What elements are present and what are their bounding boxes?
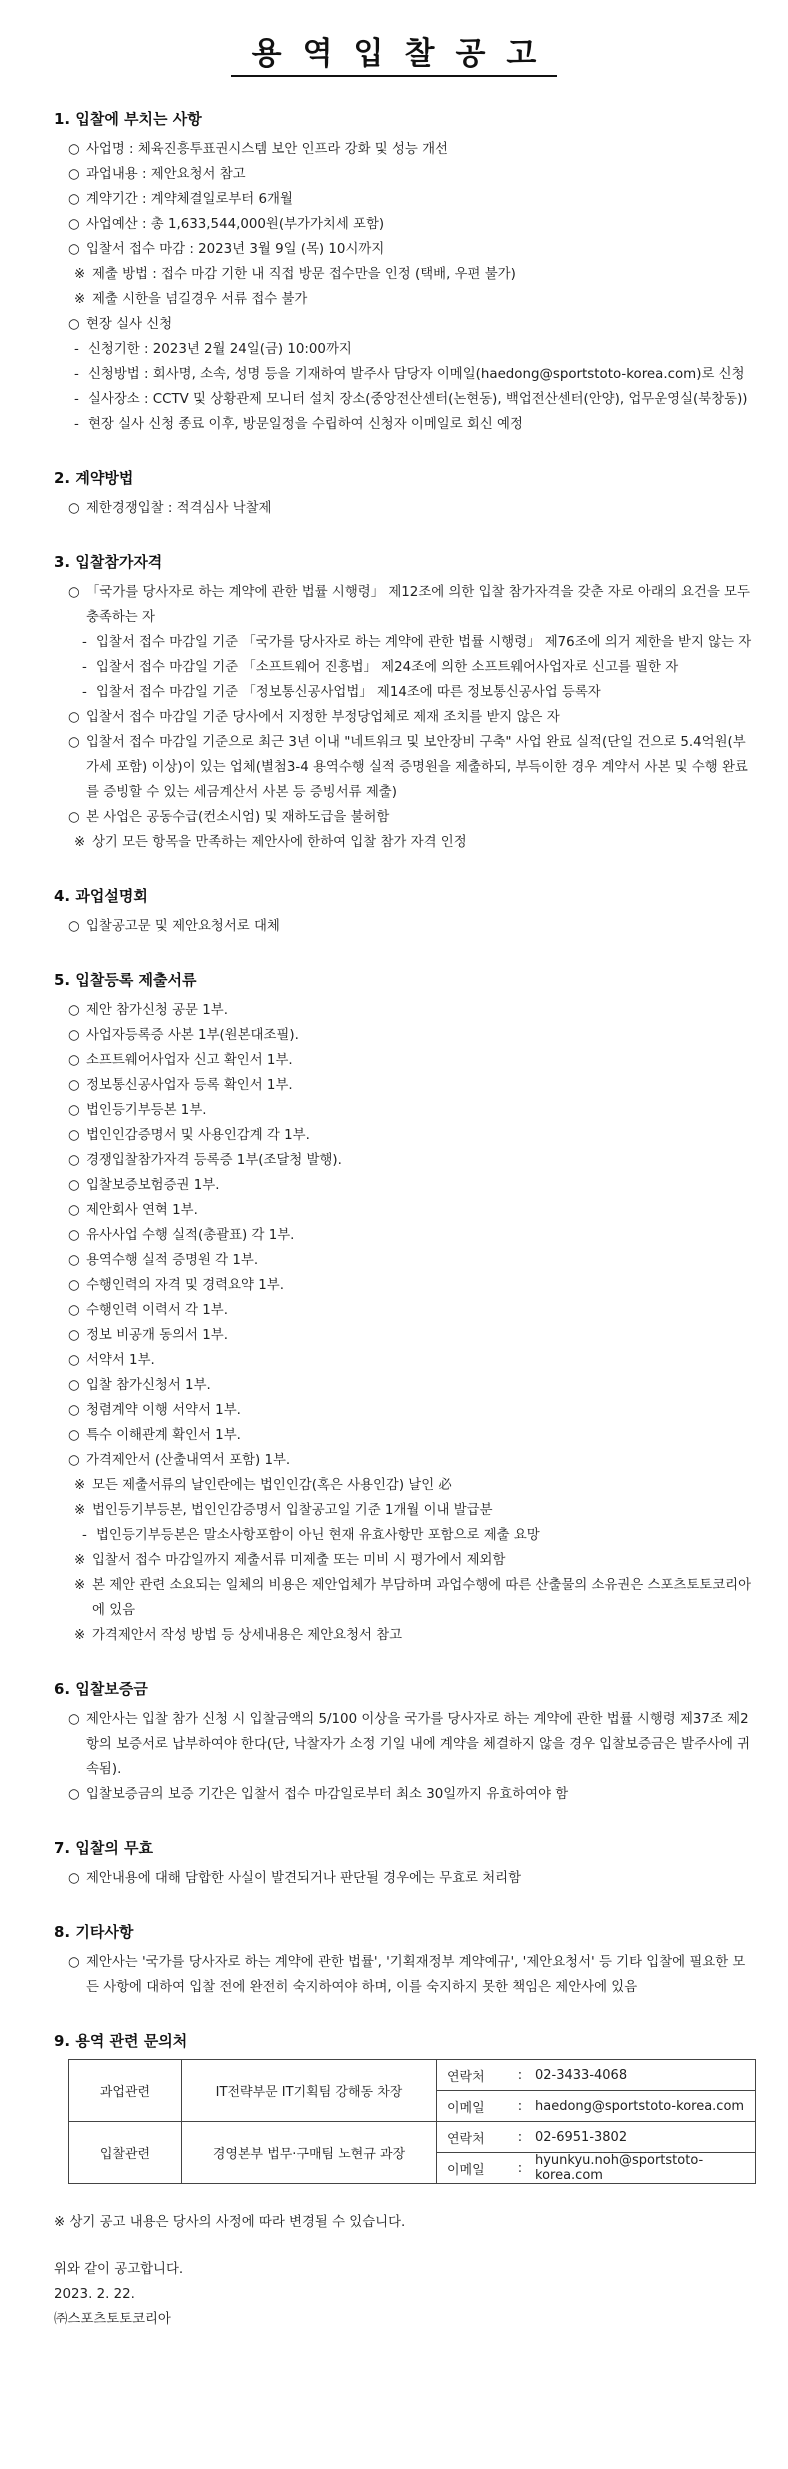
item-text: 입찰공고문 및 제안요청서로 대체 (86, 919, 280, 934)
contact-category: 과업관련 (69, 2060, 182, 2122)
list-item (54, 412, 754, 437)
contact-phone: 02-6951-3802 (525, 2122, 756, 2153)
bullet-marker: ○ (68, 1103, 80, 1118)
note-marker: ※ (74, 1553, 86, 1568)
item-text: 현장 실사 신청 종료 이후, 방문일정을 수립하여 신청자 이메일로 회신 예정 (88, 417, 523, 432)
list-item (54, 1248, 754, 1273)
contact-email-label: 이메일 (437, 2153, 516, 2184)
item-text: 법인인감증명서 및 사용인감계 각 1부. (86, 1128, 310, 1143)
item-text: 입찰보증금의 보증 기간은 입찰서 접수 마감일로부터 최소 30일까지 유효하여야 함 (86, 1787, 569, 1802)
announcement-date: 2023. 2. 22. (54, 2287, 135, 2302)
item-text: 법인등기부등본 1부. (86, 1103, 207, 1118)
dash-marker: - (82, 635, 87, 650)
bullet-marker: ○ (68, 1378, 80, 1393)
bullet-marker: ○ (68, 1955, 80, 1970)
contact-email-link[interactable]: haedong@sportstoto-korea.com (525, 2091, 756, 2122)
section (54, 969, 754, 1678)
bullet-marker: ○ (68, 1203, 80, 1218)
item-text: 사업명 : 체육진흥투표권시스템 보안 인프라 강화 및 성능 개선 (86, 142, 448, 157)
list-item (54, 1298, 754, 1323)
item-text: 입찰서 접수 마감 : 2023년 3월 9일 (목) 10시까지 (86, 242, 385, 257)
closing-statement: 위와 같이 공고합니다. (54, 2262, 184, 2277)
list-item (54, 1623, 754, 1648)
section-title: 9. 용역 관련 문의처 (54, 2032, 188, 2050)
change-notice: ※ 상기 공고 내용은 당사의 사정에 따라 변경될 수 있습니다. (54, 2215, 406, 2230)
item-text: 「국가를 당사자로 하는 계약에 관한 법률 시행령」 제12조에 의한 입찰 참가자격을 갖춘 자로 아래의 요건을 모두 충족하는 자 (86, 585, 750, 625)
dash-marker: - (82, 685, 87, 700)
bullet-marker: ○ (68, 919, 80, 934)
bullet-marker: ○ (68, 1787, 80, 1802)
list-item (54, 805, 754, 830)
contact-colon: : (515, 2122, 525, 2153)
bullet-marker: ○ (68, 1128, 80, 1143)
section-title: 7. 입찰의 무효 (54, 1839, 154, 1857)
bullet-marker: ○ (68, 1228, 80, 1243)
item-text: 신청기한 : 2023년 2월 24일(금) 10:00까지 (88, 342, 352, 357)
bullet-marker: ○ (68, 242, 80, 257)
item-text: 현장 실사 신청 (86, 317, 173, 332)
item-text: 제안사는 입찰 참가 신청 시 입찰금액의 5/100 이상을 국가를 당사자로 하는 계약에 관한 법률 시행령 제37조 제2항의 보증서로 납부하여야 한다(단, 낙찰자가 소정 기일 내에 계약을 체결하지 않을 경우 입찰보증금은 발주사에 귀속됨). (86, 1712, 751, 1777)
item-text: 본 사업은 공동수급(컨소시엄) 및 재하도급을 불허함 (86, 810, 390, 825)
list-item (54, 1498, 754, 1523)
contact-colon: : (515, 2091, 525, 2122)
dash-marker: - (74, 367, 79, 382)
item-text: 사업자등록증 사본 1부(원본대조필). (86, 1028, 299, 1043)
section (54, 1837, 754, 1921)
document-title-wrap (0, 28, 788, 73)
list-item (54, 1173, 754, 1198)
footer (54, 2210, 754, 2332)
list-item (54, 1573, 754, 1623)
item-text: 서약서 1부. (86, 1353, 155, 1368)
contact-phone-label: 연락처 (437, 2122, 516, 2153)
list-item (54, 830, 754, 855)
note-marker: ※ (74, 1628, 86, 1643)
bullet-marker: ○ (68, 1053, 80, 1068)
section (54, 108, 754, 467)
dash-marker: - (74, 417, 79, 432)
bullet-marker: ○ (68, 1453, 80, 1468)
list-item (54, 1098, 754, 1123)
item-text: 제안회사 연혁 1부. (86, 1203, 198, 1218)
item-text: 과업내용 : 제안요청서 참고 (86, 167, 246, 182)
list-item (54, 705, 754, 730)
bullet-marker: ○ (68, 1253, 80, 1268)
list-item (54, 998, 754, 1023)
section (54, 1921, 754, 2030)
bullet-marker: ○ (68, 1428, 80, 1443)
contact-section (54, 2030, 754, 2184)
item-text: 본 제안 관련 소요되는 일체의 비용은 제안업체가 부담하며 과업수행에 따른 산출물의 소유권은 스포츠토토코리아에 있음 (92, 1578, 752, 1618)
item-text: 모든 제출서류의 날인란에는 법인인감(혹은 사용인감) 날인 必 (92, 1478, 452, 1493)
list-item (54, 580, 754, 630)
bullet-marker: ○ (68, 167, 80, 182)
contact-phone: 02-3433-4068 (525, 2060, 756, 2091)
item-text: 제한경쟁입찰 : 적격심사 낙찰제 (86, 501, 272, 516)
item-text: 실사장소 : CCTV 및 상황관제 모니터 설치 장소(중앙전산센터(논현동), 백업전산센터(안양), 업무운영실(북창동)) (88, 392, 748, 407)
item-text: 입찰 참가신청서 1부. (86, 1378, 211, 1393)
note-marker: ※ (74, 292, 86, 307)
contact-person: IT전략부문 IT기획팀 강해동 차장 (182, 2060, 437, 2122)
contact-colon: : (515, 2060, 525, 2091)
list-item (54, 1073, 754, 1098)
list-item (54, 1548, 754, 1573)
bullet-marker: ○ (68, 1003, 80, 1018)
note-marker: ※ (74, 1503, 86, 1518)
item-text: 특수 이해관계 확인서 1부. (86, 1428, 241, 1443)
list-item (54, 1707, 754, 1782)
contact-category: 입찰관련 (69, 2122, 182, 2184)
item-text: 제안 참가신청 공문 1부. (86, 1003, 228, 1018)
section-title: 5. 입찰등록 제출서류 (54, 971, 197, 989)
item-text: 제출 방법 : 접수 마감 기한 내 직접 방문 접수만을 인정 (택배, 우편 불가) (92, 267, 516, 282)
list-item (54, 1373, 754, 1398)
dash-marker: - (74, 342, 79, 357)
bullet-marker: ○ (68, 317, 80, 332)
section-title: 3. 입찰참가자격 (54, 553, 163, 571)
dash-marker: - (82, 1528, 87, 1543)
list-item (54, 1448, 754, 1473)
section-title: 2. 계약방법 (54, 469, 134, 487)
note-marker: ※ (74, 1478, 86, 1493)
bullet-marker: ○ (68, 1353, 80, 1368)
list-item (54, 262, 754, 287)
list-item (54, 1523, 754, 1548)
organization-name: ㈜스포츠토토코리아 (54, 2312, 171, 2327)
bullet-marker: ○ (68, 810, 80, 825)
list-item (54, 1950, 754, 2000)
bullet-marker: ○ (68, 1028, 80, 1043)
list-item (54, 287, 754, 312)
item-text: 입찰서 접수 마감일 기준 「정보통신공사업법」 제14조에 따른 정보통신공사업 등록자 (96, 685, 601, 700)
list-item (54, 630, 754, 655)
item-text: 제안사는 '국가를 당사자로 하는 계약에 관한 법률', '기획재정부 계약예규', '제안요청서' 등 기타 입찰에 필요한 모든 사항에 대하여 입찰 전에 완전히 숙지하여야 하며, 이를 숙지하지 못한 책임은 제안사에 있음 (86, 1955, 746, 1995)
bullet-marker: ○ (68, 1712, 80, 1727)
bullet-marker: ○ (68, 501, 80, 516)
list-item (54, 237, 754, 262)
document-body (54, 108, 754, 2332)
list-item (54, 1323, 754, 1348)
list-item (54, 1866, 754, 1891)
bullet-marker: ○ (68, 710, 80, 725)
item-text: 경쟁입찰참가자격 등록증 1부(조달청 발행). (86, 1153, 342, 1168)
note-marker: ※ (74, 267, 86, 282)
item-text: 청렴계약 이행 서약서 1부. (86, 1403, 241, 1418)
list-item (54, 1198, 754, 1223)
bullet-marker: ○ (68, 1278, 80, 1293)
section-title: 6. 입찰보증금 (54, 1680, 148, 1698)
contact-email-link[interactable]: hyunkyu.noh@sportstoto-korea.com (525, 2153, 756, 2184)
bullet-marker: ○ (68, 1178, 80, 1193)
item-text: 입찰서 접수 마감일 기준 「소프트웨어 진흥법」 제24조에 의한 소프트웨어사업자로 신고를 필한 자 (96, 660, 679, 675)
bullet-marker: ○ (68, 1303, 80, 1318)
section (54, 1678, 754, 1837)
list-item (54, 1423, 754, 1448)
contact-table (68, 2059, 756, 2184)
list-item (54, 914, 754, 939)
list-item (54, 1223, 754, 1248)
item-text: 제출 시한을 넘길경우 서류 접수 불가 (92, 292, 308, 307)
list-item (54, 680, 754, 705)
item-text: 법인등기부등본, 법인인감증명서 입찰공고일 기준 1개월 이내 발급분 (92, 1503, 493, 1518)
list-item (54, 137, 754, 162)
list-item (54, 1148, 754, 1173)
section (54, 885, 754, 969)
section (54, 467, 754, 551)
list-item (54, 162, 754, 187)
contact-colon: : (515, 2153, 525, 2184)
item-text: 법인등기부등본은 말소사항포함이 아닌 현재 유효사항만 포함으로 제출 요망 (96, 1528, 540, 1543)
item-text: 상기 모든 항목을 만족하는 제안사에 한하여 입찰 참가 자격 인정 (92, 835, 467, 850)
list-item (54, 730, 754, 805)
item-text: 계약기간 : 계약체결일로부터 6개월 (86, 192, 293, 207)
list-item (54, 1782, 754, 1807)
item-text: 사업예산 : 총 1,633,544,000원(부가가치세 포함) (86, 217, 385, 232)
list-item (54, 496, 754, 521)
item-text: 입찰보증보험증권 1부. (86, 1178, 220, 1193)
contact-row (69, 2060, 756, 2091)
document-title: 용역입찰공고 (231, 36, 558, 77)
bullet-marker: ○ (68, 1328, 80, 1343)
section-title: 8. 기타사항 (54, 1923, 134, 1941)
list-item (54, 1048, 754, 1073)
dash-marker: - (74, 392, 79, 407)
list-item (54, 337, 754, 362)
contact-person: 경영본부 법무·구매팀 노현규 과장 (182, 2122, 437, 2184)
list-item (54, 1123, 754, 1148)
item-text: 입찰서 접수 마감일 기준 당사에서 지정한 부정당업체로 제재 조치를 받지 않은 자 (86, 710, 560, 725)
item-text: 수행인력 이력서 각 1부. (86, 1303, 228, 1318)
item-text: 가격제안서 작성 방법 등 상세내용은 제안요청서 참고 (92, 1628, 403, 1643)
bullet-marker: ○ (68, 142, 80, 157)
bullet-marker: ○ (68, 735, 80, 750)
item-text: 입찰서 접수 마감일까지 제출서류 미제출 또는 미비 시 평가에서 제외함 (92, 1553, 506, 1568)
section-title: 4. 과업설명회 (54, 887, 148, 905)
item-text: 제안내용에 대해 담합한 사실이 발견되거나 판단될 경우에는 무효로 처리함 (86, 1871, 522, 1886)
bullet-marker: ○ (68, 1078, 80, 1093)
item-text: 가격제안서 (산출내역서 포함) 1부. (86, 1453, 291, 1468)
list-item (54, 1348, 754, 1373)
item-text: 입찰서 접수 마감일 기준 「국가를 당사자로 하는 계약에 관한 법률 시행령」 제76조에 의거 제한을 받지 않는 자 (96, 635, 752, 650)
item-text: 용역수행 실적 증명원 각 1부. (86, 1253, 259, 1268)
note-marker: ※ (74, 1578, 86, 1593)
section (54, 551, 754, 885)
list-item (54, 655, 754, 680)
sections-container (54, 108, 754, 2030)
bullet-marker: ○ (68, 1403, 80, 1418)
bullet-marker: ○ (68, 585, 80, 600)
bullet-marker: ○ (68, 217, 80, 232)
dash-marker: - (82, 660, 87, 675)
item-text: 정보 비공개 동의서 1부. (86, 1328, 228, 1343)
item-text: 신청방법 : 회사명, 소속, 성명 등을 기재하여 발주사 담당자 이메일(haedong@sportstoto-korea.com)로 신청 (88, 367, 745, 382)
item-text: 수행인력의 자격 및 경력요약 1부. (86, 1278, 284, 1293)
contact-email-label: 이메일 (437, 2091, 516, 2122)
item-text: 유사사업 수행 실적(총괄표) 각 1부. (86, 1228, 295, 1243)
bullet-marker: ○ (68, 1871, 80, 1886)
list-item (54, 1473, 754, 1498)
list-item (54, 212, 754, 237)
list-item (54, 362, 754, 387)
list-item (54, 187, 754, 212)
list-item (54, 1273, 754, 1298)
list-item (54, 387, 754, 412)
bullet-marker: ○ (68, 1153, 80, 1168)
list-item (54, 1023, 754, 1048)
bullet-marker: ○ (68, 192, 80, 207)
section-title: 1. 입찰에 부치는 사항 (54, 110, 202, 128)
contact-phone-label: 연락처 (437, 2060, 516, 2091)
item-text: 정보통신공사업자 등록 확인서 1부. (86, 1078, 293, 1093)
contact-row (69, 2122, 756, 2153)
item-text: 입찰서 접수 마감일 기준으로 최근 3년 이내 "네트워크 및 보안장비 구축" 사업 완료 실적(단일 건으로 5.4억원(부가세 포함) 이상)이 있는 업체(별첨3-4 용역수행 실적 증명원을 제출하되, 부득이한 경우 계약서 사본 및 수행 완료를 증빙할 수 있는 세금계산서 사본 등 증빙서류 제출) (86, 735, 748, 800)
list-item (54, 1398, 754, 1423)
list-item (54, 312, 754, 337)
item-text: 소프트웨어사업자 신고 확인서 1부. (86, 1053, 293, 1068)
note-marker: ※ (74, 835, 86, 850)
